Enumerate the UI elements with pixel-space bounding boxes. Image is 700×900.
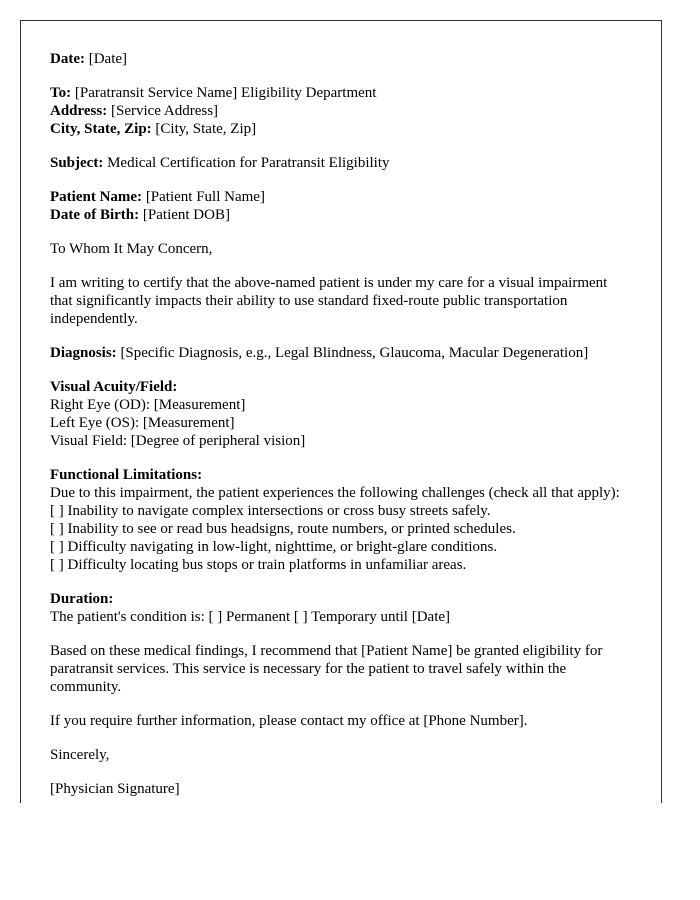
checklist-item: [ ] Difficulty locating bus stops or train platforms in unfamiliar areas. xyxy=(50,557,467,573)
checklist-item: [ ] Inability to see or read bus headsigns, route numbers, or printed schedules. xyxy=(50,521,516,537)
duration-block: Duration: The patient's condition is: [ ] Permanent [ ] Temporary until [Date] xyxy=(50,591,451,625)
closing: Sincerely, xyxy=(50,747,110,763)
subject-line: Subject: Medical Certification for Paratransit Eligibility xyxy=(50,155,390,171)
patient-block: Patient Name: [Patient Full Name] Date of Birth: [Patient DOB] xyxy=(50,189,265,223)
acuity-block: Visual Acuity/Field: Right Eye (OD): [Measurement] Left Eye (OS): [Measurement] Visual Field: [Degree of peripheral vision] xyxy=(50,379,306,449)
salutation: To Whom It May Concern, xyxy=(50,241,213,257)
signature: [Physician Signature] xyxy=(50,781,180,797)
date-line: Date: [Date] xyxy=(50,51,128,67)
checklist-item: [ ] Inability to navigate complex intersections or cross busy streets safely. xyxy=(50,503,491,519)
recommendation-paragraph: Based on these medical findings, I recommend that [Patient Name] be granted eligibility for paratransit services. This service is necessary for the patient to travel safely within the community. xyxy=(50,643,603,695)
intro-paragraph: I am writing to certify that the above-named patient is under my care for a visual impairment that significantly impacts their ability to use standard fixed-route public transportation independently. xyxy=(50,275,608,327)
diagnosis-line: Diagnosis: [Specific Diagnosis, e.g., Legal Blindness, Glaucoma, Macular Degeneration] xyxy=(50,345,589,361)
letter-page xyxy=(20,20,662,803)
contact-paragraph: If you require further information, please contact my office at [Phone Number]. xyxy=(50,713,528,729)
checklist-item: [ ] Difficulty navigating in low-light, nighttime, or bright-glare conditions. xyxy=(50,539,498,555)
recipient-block: To: [Paratransit Service Name] Eligibility Department Address: [Service Address] City, State, Zip: [City, State, Zip] xyxy=(50,85,377,137)
limitations-block: Functional Limitations: Due to this impairment, the patient experiences the following challenges (check all that apply): [ ] Inability to navigate complex intersections or cross busy streets safely. [ ] Inability to see or read bus headsigns, route numbers, or printed schedules. [ ] Difficulty navigating in low-light, nighttime, or bright-glare conditions. [ ] Difficulty locating bus stops or train platforms in unfamiliar areas. xyxy=(50,467,620,573)
